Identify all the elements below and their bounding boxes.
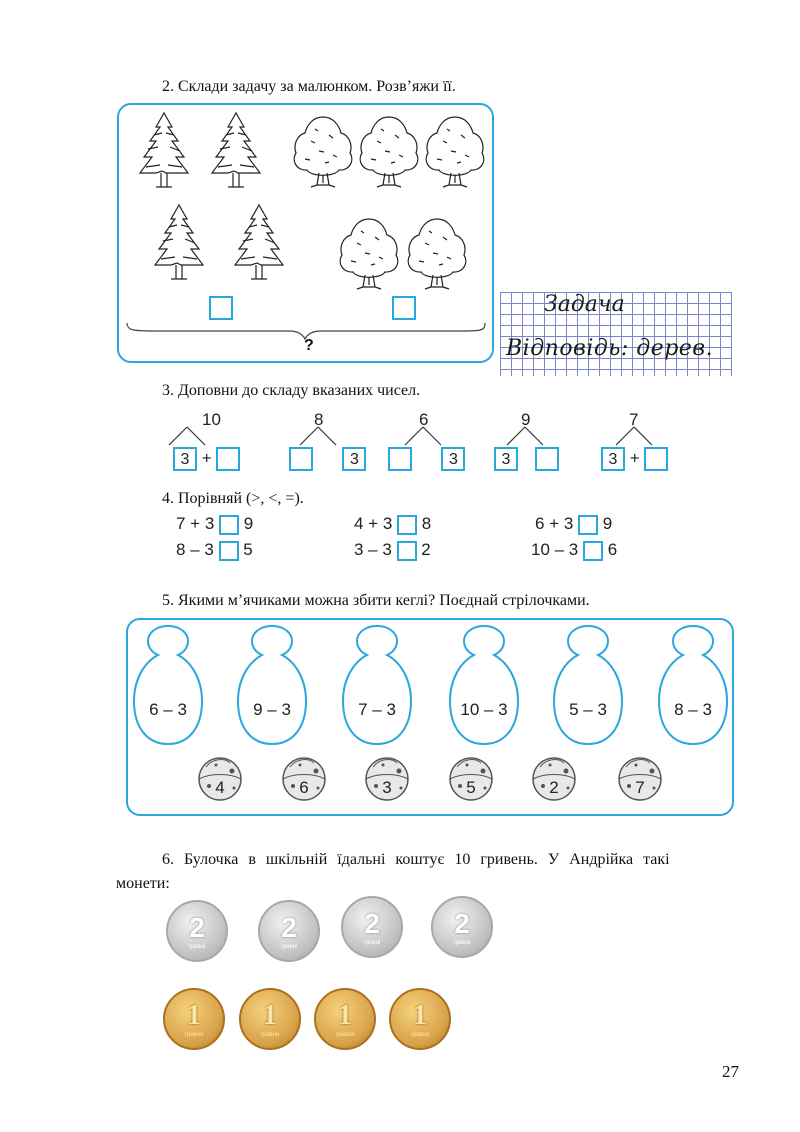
compare-box[interactable] — [219, 515, 239, 535]
coin-value: 1 — [413, 1000, 427, 1031]
ball-number: 4 — [215, 778, 225, 797]
expression: 3 – 3 — [354, 540, 392, 559]
page-number: 27 — [722, 1062, 739, 1081]
oak-tree — [340, 219, 398, 289]
expression: 10 – 3 — [531, 540, 579, 559]
bond-box[interactable]: 3 — [494, 447, 518, 471]
bowling-pin — [238, 626, 306, 744]
coin-2-hryvni[interactable] — [258, 900, 320, 962]
compare-item — [176, 514, 253, 535]
oak-tree — [294, 117, 352, 187]
pin-expression: 6 – 3 — [149, 700, 187, 719]
bond-box[interactable]: 3 — [342, 447, 366, 471]
ball-number: 2 — [549, 778, 559, 797]
bond-row — [289, 447, 366, 471]
coin-text: гривні — [363, 940, 381, 946]
ball-number: 3 — [382, 778, 392, 797]
gold-coins — [163, 988, 463, 1052]
bond-row — [388, 447, 465, 471]
coin-2-hryvni[interactable] — [166, 900, 228, 962]
ball-number: 5 — [466, 778, 476, 797]
task3-title: 3. Доповни до складу вказаних чисел. — [162, 382, 421, 399]
bond-top: 8 — [314, 410, 324, 429]
bowling-pin — [450, 626, 518, 744]
coin-text: гривня — [410, 1032, 430, 1038]
expression: 7 + 3 — [176, 514, 215, 533]
bond-box[interactable] — [289, 447, 313, 471]
bond-top: 9 — [521, 410, 531, 429]
task6-text-line1: 6. Булочка в шкільній їдальні коштує 10 гривень. У Андрійка такі — [162, 851, 670, 868]
answer-box[interactable] — [210, 297, 232, 319]
task2-title: 2. Склади задачу за малюнком. Розв’яжи її. — [162, 78, 456, 95]
bond-box[interactable]: 3 — [601, 447, 625, 471]
bond-box[interactable] — [535, 447, 559, 471]
bond-row — [494, 447, 559, 471]
bond-top: 10 — [202, 410, 221, 429]
coin-value: 2 — [281, 912, 297, 943]
bond-box[interactable] — [216, 447, 240, 471]
spruce-tree — [212, 113, 260, 187]
trees-illustration — [119, 105, 492, 361]
coin-value: 1 — [263, 1000, 277, 1031]
pin-expression: 7 – 3 — [358, 700, 396, 719]
bond-row — [601, 447, 668, 471]
spruce-tree — [155, 205, 203, 279]
task5-title: 5. Якими м’ячиками можна збити кеглі? Поєднай стрілочками. — [162, 592, 590, 609]
value: 6 — [607, 540, 618, 559]
bowling-pin — [134, 626, 202, 744]
coin-2-hryvni[interactable] — [431, 896, 493, 958]
oak-tree — [360, 117, 418, 187]
compare-item — [354, 514, 431, 535]
coin-text: гривні — [188, 944, 206, 950]
expression: 6 + 3 — [535, 514, 574, 533]
silver-coins — [166, 900, 496, 964]
spruce-tree — [235, 205, 283, 279]
value: 2 — [421, 540, 431, 559]
coin-text: гривня — [335, 1032, 355, 1038]
expression: 8 – 3 — [176, 540, 214, 559]
coin-text: гривні — [453, 940, 471, 946]
coin-value: 2 — [364, 908, 380, 939]
pin-expression: 8 – 3 — [674, 700, 712, 719]
compare-box[interactable] — [578, 515, 598, 535]
bond-row — [173, 447, 240, 471]
coin-text: гривня — [184, 1032, 204, 1038]
coin-1-hryvnia[interactable] — [389, 988, 451, 1050]
oak-tree — [426, 117, 484, 187]
coin-text: гривня — [260, 1032, 280, 1038]
bond-box[interactable]: 3 — [441, 447, 465, 471]
expression: 4 + 3 — [354, 514, 393, 533]
bond-box[interactable]: 3 — [173, 447, 197, 471]
bowling-pin — [659, 626, 727, 744]
plus-sign: + — [629, 448, 640, 468]
bond-box[interactable] — [644, 447, 668, 471]
coin-value: 2 — [454, 908, 470, 939]
coin-value: 1 — [187, 1000, 201, 1031]
bowling-pin — [554, 626, 622, 744]
task2-picture-frame — [117, 103, 494, 363]
value: 9 — [243, 514, 254, 533]
ball-number: 7 — [635, 778, 645, 797]
coin-text: гривні — [280, 944, 298, 950]
plus-sign: + — [201, 448, 212, 468]
ball-number: 6 — [299, 778, 309, 797]
task6-text-line2: монети: — [116, 875, 170, 892]
value: 8 — [421, 514, 432, 533]
compare-item — [531, 540, 617, 561]
notebook-grid — [500, 292, 732, 376]
compare-box[interactable] — [397, 515, 417, 535]
coin-1-hryvnia[interactable] — [163, 988, 225, 1050]
pin-expression: 5 – 3 — [569, 700, 607, 719]
bond-box[interactable] — [388, 447, 412, 471]
bond-top: 6 — [419, 410, 429, 429]
task4-title: 4. Порівняй (>, <, =). — [162, 490, 304, 507]
value: 9 — [602, 514, 613, 533]
pins-balls-frame — [126, 618, 734, 816]
compare-box[interactable] — [397, 541, 417, 561]
question-mark: ? — [304, 337, 314, 354]
coin-value: 1 — [338, 1000, 352, 1031]
compare-box[interactable] — [219, 541, 239, 561]
notebook-heading: Задача — [544, 292, 625, 317]
compare-item — [176, 540, 253, 561]
spruce-tree — [140, 113, 188, 187]
bond-top: 7 — [629, 410, 639, 429]
coin-1-hryvnia[interactable] — [314, 988, 376, 1050]
compare-item — [535, 514, 612, 535]
coin-2-hryvni[interactable] — [341, 896, 403, 958]
notebook-answer: Відповідь: дерев. — [506, 336, 714, 361]
compare-item — [354, 540, 431, 561]
coin-1-hryvnia[interactable] — [239, 988, 301, 1050]
compare-box[interactable] — [583, 541, 603, 561]
value: 5 — [243, 540, 253, 559]
pin-expression: 10 – 3 — [460, 700, 508, 719]
coin-value: 2 — [189, 912, 205, 943]
pin-expression: 9 – 3 — [253, 700, 291, 719]
oak-tree — [408, 219, 466, 289]
bowling-pin — [343, 626, 411, 744]
answer-box[interactable] — [393, 297, 415, 319]
